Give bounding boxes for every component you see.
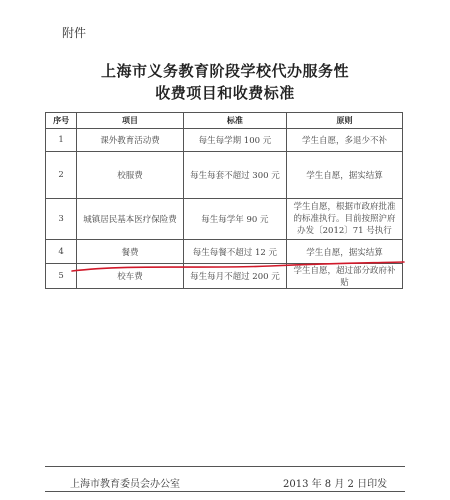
row-item: 城镇居民基本医疗保险费 — [77, 199, 184, 240]
row-principle: 学生自愿，超过部分政府补贴 — [286, 264, 402, 289]
row-no: 5 — [46, 264, 77, 289]
row-no: 1 — [46, 129, 77, 152]
row-standard: 每生每学年 90 元 — [183, 199, 286, 240]
table-row — [46, 129, 403, 152]
table-header-row — [46, 113, 403, 129]
row-standard: 每生每学期 100 元 — [183, 129, 286, 152]
footer-rule-top — [45, 466, 405, 467]
row-principle: 学生自愿，据实结算 — [286, 152, 402, 199]
row-no: 3 — [46, 199, 77, 240]
header-item: 项目 — [77, 113, 184, 129]
row-standard: 每生每套不超过 300 元 — [183, 152, 286, 199]
row-principle: 学生自愿，据实结算 — [286, 240, 402, 264]
footer-rule-bottom — [45, 491, 405, 492]
row-no: 2 — [46, 152, 77, 199]
table-row — [46, 264, 403, 289]
document-title-line1: 上海市义务教育阶段学校代办服务性 — [100, 62, 349, 80]
fee-table — [45, 112, 403, 289]
row-item: 校车费 — [77, 264, 184, 289]
header-standard: 标准 — [183, 113, 286, 129]
document-title-line2: 收费项目和收费标准 — [155, 84, 295, 102]
row-item: 校服费 — [77, 152, 184, 199]
row-item: 课外教育活动费 — [77, 129, 184, 152]
row-no: 4 — [46, 240, 77, 264]
header-principle: 原则 — [286, 113, 402, 129]
footer-date: 2013 年 8 月 2 日印发 — [283, 479, 388, 490]
table-row — [46, 199, 403, 240]
table-row — [46, 152, 403, 199]
footer-issuer: 上海市教育委员会办公室 — [70, 479, 180, 490]
row-item: 餐费 — [77, 240, 184, 264]
row-principle: 学生自愿，多退少不补 — [286, 129, 402, 152]
header-no: 序号 — [46, 113, 77, 129]
attachment-label: 附件 — [62, 26, 87, 40]
row-standard: 每生每月不超过 200 元 — [183, 264, 286, 289]
row-principle: 学生自愿，根据市政府批准的标准执行。目前按照沪府办发〔2012〕71 号执行 — [286, 199, 402, 240]
row-standard: 每生每餐不超过 12 元 — [183, 240, 286, 264]
table-row — [46, 240, 403, 264]
